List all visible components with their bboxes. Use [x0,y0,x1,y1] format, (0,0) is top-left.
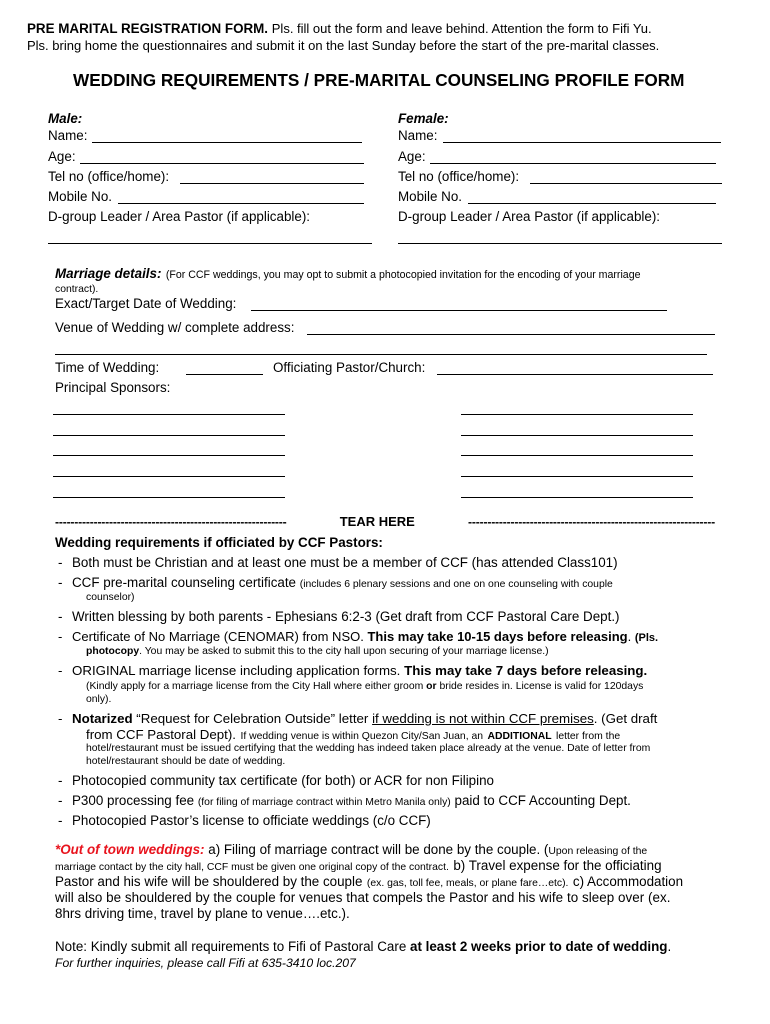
requirement-item: - Notarized “Request for Celebration Outside” letter if wedding is not within CCF premises. (Get draft [58,711,658,726]
requirement-note: counselor) [86,592,135,603]
requirement-note: (Kindly apply for a marriage license from the City Hall where either groom or bride resides in. License is valid for 120days [86,681,644,692]
male-tel-field[interactable] [180,183,364,184]
out-of-town-heading: *Out of town weddings: [55,842,205,857]
footer-inquiries: For further inquiries, please call Fifi at 635-3410 loc.207 [55,956,356,970]
sponsor-field[interactable] [53,435,285,436]
sponsor-field[interactable] [53,497,285,498]
female-mobile-field[interactable] [468,203,716,204]
sponsor-field[interactable] [461,414,693,415]
wedding-time-label: Time of Wedding: [55,360,160,375]
female-dgroup-label: D-group Leader / Area Pastor (if applicable): [398,209,660,224]
tear-line [55,514,715,530]
main-title: WEDDING REQUIREMENTS / PRE-MARITAL COUNSELING PROFILE FORM [73,70,685,90]
female-dgroup-field[interactable] [398,243,722,244]
sponsor-field[interactable] [53,455,285,456]
sponsor-field[interactable] [53,476,285,477]
sponsor-field[interactable] [461,455,693,456]
tear-dashes-left: ------------------------------------------------------------ [55,515,287,529]
sponsor-field[interactable] [461,435,693,436]
marriage-heading: Marriage details: [55,266,162,281]
wedding-venue-field-2[interactable] [55,354,707,355]
out-of-town-line-5: 8hrs driving time, travel by plane to venue….etc.). [55,906,350,921]
requirement-note: only). [86,694,112,705]
footer-note: Note: Kindly submit all requirements to Fifi of Pastoral Care at least 2 weeks prior to date of wedding. [55,939,672,954]
requirement-item: - Certificate of No Marriage (CENOMAR) from NSO. This may take 10-15 days before releasing. (Pls. [58,629,659,644]
marriage-note-2: contract). [55,284,99,295]
wedding-time-field[interactable] [186,374,263,375]
requirements-heading: Wedding requirements if officiated by CCF Pastors: [55,535,383,550]
officiating-field[interactable] [437,374,713,375]
wedding-date-field[interactable] [251,310,667,311]
male-mobile-label: Mobile No. [48,189,113,204]
out-of-town-line-1: *Out of town weddings: a) Filing of marriage contract will be done by the couple. (Upon releasing of the [55,842,648,857]
requirement-note: hotel/restaurant must be issued certifying that the wedding has indeed taken place already at the venue. Date of letter from [86,743,651,754]
wedding-date-label: Exact/Target Date of Wedding: [55,296,237,311]
sponsor-field[interactable] [53,414,285,415]
out-of-town-line-3: Pastor and his wife will be shouldered by the couple (ex. gas, toll fee, meals, or plane fare…etc). c) Accommodation [55,874,684,889]
female-tel-label: Tel no (office/home): [398,169,520,184]
tear-label: TEAR HERE [339,514,415,529]
requirement-item: - Both must be Christian and at least one must be a member of CCF (has attended Class101) [58,555,618,570]
requirement-item: - P300 processing fee (for filing of marriage contract within Metro Manila only) paid to CCF Accounting Dept. [58,793,631,808]
wedding-venue-label: Venue of Wedding w/ complete address: [55,320,295,335]
requirement-item: - CCF pre-marital counseling certificate (includes 6 plenary sessions and one on one counseling with couple [58,575,613,590]
sponsor-field[interactable] [461,476,693,477]
wedding-venue-field[interactable] [307,334,715,335]
requirement-item: - Photocopied community tax certificate (for both) or ACR for non Filipino [58,773,494,788]
requirement-item: - Written blessing by both parents - Ephesians 6:2-3 (Get draft from CCF Pastoral Care Dept.) [58,609,620,624]
instruction-1: Pls. fill out the form and leave behind. Attention the form to Fifi Yu. [271,21,652,36]
form-title: PRE MARITAL REGISTRATION FORM. [27,21,269,36]
tear-dashes-right: ---------------------------------------------------------------- [468,515,715,529]
male-name-label: Name: [48,128,88,143]
male-age-label: Age: [48,149,76,164]
male-heading: Male: [48,111,83,126]
requirement-item: - ORIGINAL marriage license including application forms. This may take 7 days before releasing. [58,663,648,678]
male-dgroup-field[interactable] [48,243,372,244]
requirement-note: from CCF Pastoral Dept). If wedding venue is within Quezon City/San Juan, an ADDITIONAL letter from the [86,727,621,742]
male-mobile-field[interactable] [118,203,364,204]
header-line-1 [27,21,652,37]
female-heading: Female: [398,111,449,126]
requirement-item: - Photocopied Pastor’s license to officiate weddings (c/o CCF) [58,813,431,828]
male-tel-label: Tel no (office/home): [48,169,170,184]
sponsors-label: Principal Sponsors: [55,380,171,395]
out-of-town-line-4: will also be shouldered by the couple for venues that compels the Pastor and his wife to sleep over (ex. [55,890,671,905]
requirement-note: photocopy. You may be asked to submit this to the city hall upon securing of your marriage license.) [86,646,549,657]
female-age-field[interactable] [430,163,716,164]
female-name-label: Name: [398,128,438,143]
female-tel-field[interactable] [530,183,722,184]
male-dgroup-label: D-group Leader / Area Pastor (if applicable): [48,209,310,224]
female-mobile-label: Mobile No. [398,189,463,204]
out-of-town-line-2: marriage contact by the city hall, CCF must be given one original copy of the contract. b) Travel expense for the officiating [55,858,662,873]
marriage-note-1: (For CCF weddings, you may opt to submit a photocopied invitation for the encoding of your marriage [165,269,641,281]
requirement-note: hotel/restaurant should be date of wedding. [86,756,286,767]
marriage-details-line [55,266,640,282]
sponsor-field[interactable] [461,497,693,498]
officiating-label: Officiating Pastor/Church: [273,360,426,375]
male-name-field[interactable] [92,142,362,143]
female-age-label: Age: [398,149,426,164]
male-age-field[interactable] [80,163,364,164]
female-name-field[interactable] [443,142,721,143]
instruction-2: Pls. bring home the questionnaires and submit it on the last Sunday before the start of the pre-marital classes. [27,38,660,53]
